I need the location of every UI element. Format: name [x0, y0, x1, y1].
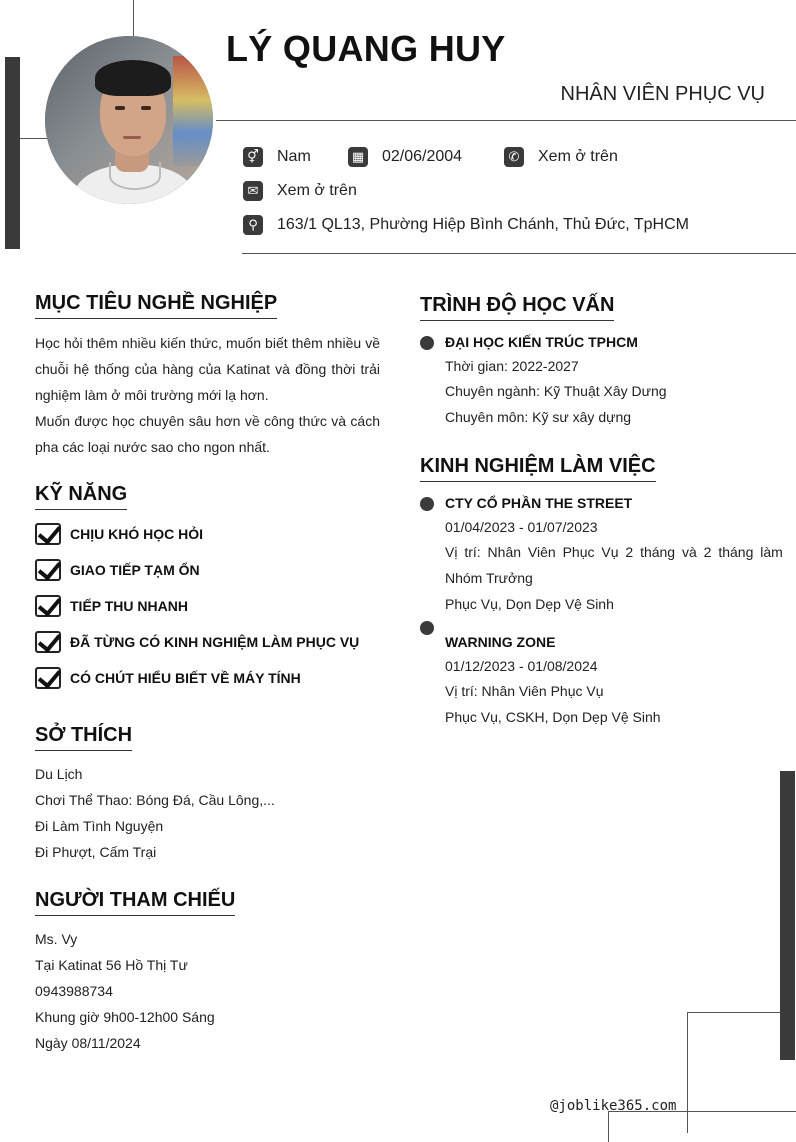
- phone-info: [504, 147, 618, 167]
- education-time: Thời gian: 2022-2027: [445, 358, 579, 374]
- address-value: 163/1 QL13, Phường Hiệp Bình Chánh, Thủ Đức, TpHCM: [277, 216, 689, 233]
- skill-label: ĐÃ TỪNG CÓ KINH NGHIỆM LÀM PHỤC VỤ: [70, 634, 360, 650]
- hobbies-title: SỞ THÍCH: [35, 724, 132, 751]
- job-position: NHÂN VIÊN PHỤC VỤ: [560, 83, 765, 105]
- reference-line: Khung giờ 9h00-12h00 Sáng: [35, 1009, 215, 1025]
- skill-item: [35, 523, 203, 545]
- job-company: WARNING ZONE: [445, 634, 556, 650]
- checkbox-icon: [35, 667, 61, 689]
- hobby-item: Du Lịch: [35, 766, 83, 782]
- skills-title: KỸ NĂNG: [35, 483, 127, 510]
- education-major: Chuyên ngành: Kỹ Thuật Xây Dưng: [445, 383, 667, 399]
- hobby-item: Chơi Thể Thao: Bóng Đá, Cầu Lông,...: [35, 792, 275, 808]
- reference-line: 0943988734: [35, 983, 113, 999]
- job-period: 01/12/2023 - 01/08/2024: [445, 658, 598, 674]
- job-role: Vị trí: Nhân Viên Phục Vụ: [445, 683, 604, 699]
- birthdate-info: [348, 147, 462, 167]
- job-duties: Phục Vụ, Dọn Dẹp Vệ Sinh: [445, 596, 614, 612]
- decor-bar-left: [5, 57, 20, 249]
- divider: [216, 120, 796, 121]
- reference-line: Tại Katinat 56 Hồ Thị Tư: [35, 957, 188, 973]
- skill-label: GIAO TIẾP TẠM ỔN: [70, 562, 200, 578]
- references-title: NGƯỜI THAM CHIẾU: [35, 889, 235, 916]
- location-icon: ⚲: [243, 215, 263, 235]
- skill-label: CHỊU KHÓ HỌC HỎI: [70, 526, 203, 542]
- candidate-name: LÝ QUANG HUY: [226, 28, 506, 69]
- objective-paragraph: Muốn được học chuyên sâu hơn về công thức và cách pha các loại nước sao cho ngon nhất.: [35, 413, 380, 455]
- divider: [242, 253, 796, 254]
- job-duties: Phục Vụ, CSKH, Dọn Dẹp Vệ Sinh: [445, 709, 661, 725]
- checkbox-icon: [35, 631, 61, 653]
- job-role-cont: Nhóm Trưởng: [445, 570, 533, 586]
- experience-title: KINH NGHIỆM LÀM VIỆC: [420, 455, 656, 482]
- objective-title: MỤC TIÊU NGHỀ NGHIỆP: [35, 292, 277, 319]
- phone-icon: ✆: [504, 147, 524, 167]
- objective-paragraph: Học hỏi thêm nhiều kiến thức, muốn biết thêm nhiều về chuỗi hệ thống của hàng của Katinat và đồng thời trải nghiệm làm ở môi trường mới lạ hơn.: [35, 335, 380, 403]
- hobby-item: Đi Làm Tình Nguyện: [35, 818, 164, 834]
- job-role: [445, 544, 783, 560]
- bullet-icon: [420, 497, 434, 511]
- education-title: TRÌNH ĐỘ HỌC VẤN: [420, 294, 614, 321]
- school-name: ĐẠI HỌC KIẾN TRÚC TPHCM: [445, 334, 638, 350]
- skill-item: [35, 631, 359, 653]
- decor-line: [133, 0, 134, 40]
- email-icon: ✉: [243, 181, 263, 201]
- birthdate-value: 02/06/2004: [382, 148, 463, 165]
- decor-bar-right: [780, 771, 795, 1060]
- gender-value: Nam: [277, 148, 311, 165]
- education-subject: Chuyên môn: Kỹ sư xây dựng: [445, 409, 632, 425]
- phone-value: Xem ở trên: [538, 148, 618, 165]
- avatar: [45, 36, 213, 204]
- hobby-item: Đi Phượt, Cấm Trại: [35, 844, 157, 860]
- checkbox-icon: [35, 523, 61, 545]
- gender-info: [243, 147, 311, 167]
- checkbox-icon: [35, 595, 61, 617]
- address-info: [243, 215, 689, 235]
- job-role-text: Vị trí: Nhân Viên Phục Vụ 2 tháng và 2 tháng làm: [445, 544, 783, 560]
- calendar-icon: ▦: [348, 147, 368, 167]
- email-value: Xem ở trên: [277, 182, 357, 199]
- skill-item: [35, 595, 188, 617]
- skill-label: CÓ CHÚT HIỂU BIẾT VỀ MÁY TÍNH: [70, 670, 301, 686]
- skill-label: TIẾP THU NHANH: [70, 598, 188, 614]
- job-company: CTY CỔ PHẦN THE STREET: [445, 495, 633, 511]
- email-info: [243, 181, 357, 201]
- skill-item: [35, 667, 301, 689]
- skill-item: [35, 559, 200, 581]
- job-period: 01/04/2023 - 01/07/2023: [445, 519, 598, 535]
- bullet-icon: [420, 621, 434, 635]
- checkbox-icon: [35, 559, 61, 581]
- reference-line: Ms. Vy: [35, 931, 78, 947]
- objective-text: [35, 330, 380, 460]
- gender-icon: ⚥: [243, 147, 263, 167]
- watermark: @joblike365.com: [550, 1098, 677, 1114]
- bullet-icon: [420, 336, 434, 350]
- reference-line: Ngày 08/11/2024: [35, 1035, 141, 1051]
